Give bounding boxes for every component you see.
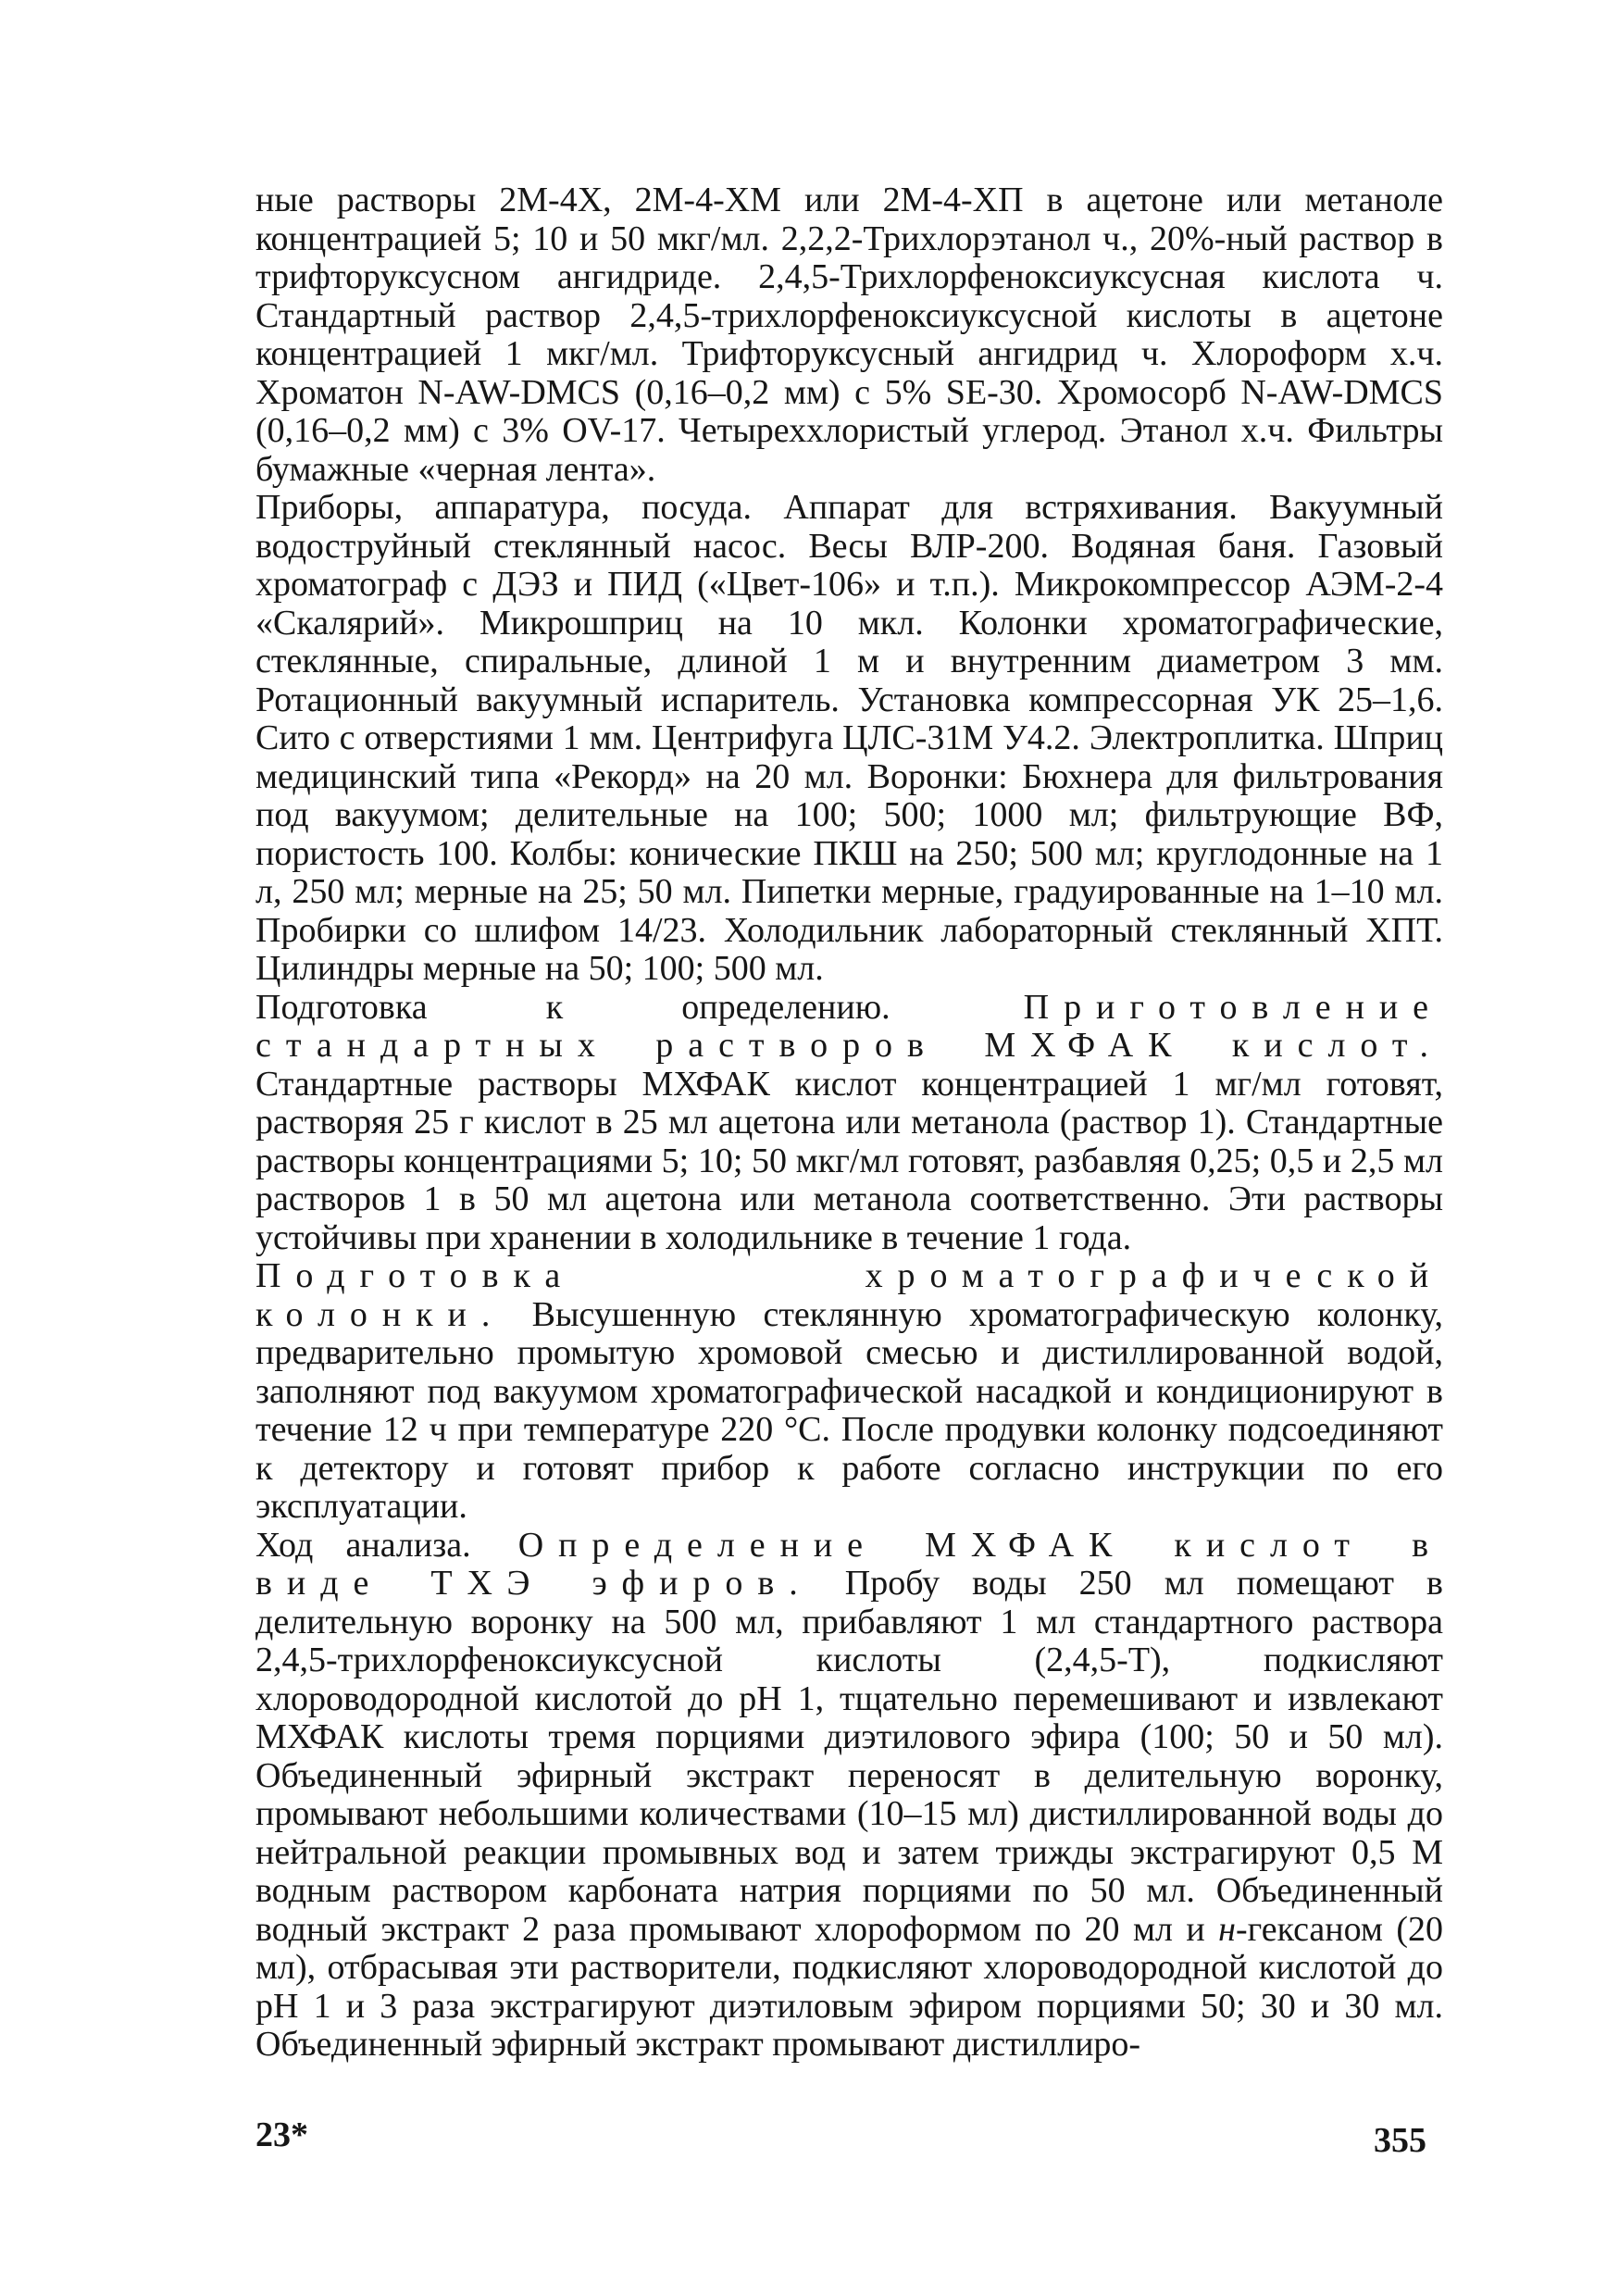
page-number: 355 xyxy=(1374,2121,1426,2160)
paragraph-text: Аппарат для встряхивания. Вакуумный водоструйный стеклянный насос. Весы ВЛР-200. Водяная баня. Газовый хроматограф с ДЭЗ и ПИД («Цвет-106» и т.п.). Микрокомпрессор АЭМ-2-4 «Скалярий». Микрошприц на 10 мкл. Колонки хроматографические, стеклянные, спиральные, длиной 1 м и внутренним диаметром 3 мм. Ротационный вакуумный испаритель. Установка компрессорная УК 25–1,6. Сито с отверстиями 1 мм. Центрифуга ЦЛС-31М У4.2. Электроплитка. Шприц медицинский типа «Рекорд» на 20 мл. Воронки: Бюхнера для фильтрования под вакуумом; делительные на 100; 500; 1000 мл; фильтрующие ВФ, пористость 100. Колбы: конические ПКШ на 250; 500 мл; круглодонные на 1 л, 250 мл; мерные на 25; 50 мл. Пипетки мерные, градуированные на 1–10 мл. Пробирки со шлифом 14/23. Холодильник лабораторный стеклянный ХПТ. Цилиндры мерные на 50; 100; 500 мл. xyxy=(255,488,1444,988)
italic-prefix: н xyxy=(1218,1909,1236,1949)
section-heading-preparation: Подготовка к определению. xyxy=(255,987,890,1027)
paragraph-column-preparation xyxy=(255,1257,1443,1527)
paragraph-analysis xyxy=(255,1527,1443,2065)
section-heading-analysis: Ход анализа. xyxy=(255,1525,471,1565)
page-body xyxy=(255,181,1443,2065)
paragraph-text: Пробу воды 250 мл помещают в делительную воронку на 500 мл, прибавляют 1 мл стандартного раствора 2,4,5-трихлорфеноксиуксусной кислоты (2,4,5-Т), подкисляют хлороводородной кислотой до pH 1, тщательно перемешивают и извлекают МХФАК кислоты тремя порциями диэтилового эфира (100; 50 и 50 мл). Объединенный эфирный экстракт переносят в делительную воронку, промывают небольшими количествами (10–15 мл) дистиллированной воды до нейтральной реакции промывных вод и затем трижды экстрагируют 0,5 М водным раствором карбоната натрия порциями по 50 мл. Объединенный водный экстракт 2 раза промывают хлороформом по 20 мл и xyxy=(255,1564,1443,1949)
paragraph-text-continued: -гексаном (20 мл), отбрасывая эти растворители, подкисляют хлороводородной кислотой до pH 1 и 3 раза экстрагируют диэтиловым эфиром порциями 50; 30 и 30 мл. Объединенный эфирный экстракт промывают дистиллиро- xyxy=(255,1909,1443,2064)
subsection-heading-standard-solutions: Приготовление стандартных растворов МХФАК кислот. xyxy=(255,987,1443,1065)
printer-signature: 23* xyxy=(255,2115,308,2154)
paragraph-text: Высушенную стеклянную хроматографическую колонку, предварительно промытую хромовой смесью и дистиллированной водой, заполняют под вакуумом хроматографической насадкой и кондиционируют в течение 12 ч при температуре 220 °C. После продувки колонку подсоединяют к детектору и готовят прибор к работе согласно инструкции по его эксплуатации. xyxy=(255,1294,1443,1526)
paragraph-equipment xyxy=(255,489,1443,989)
subsection-heading-column: Подготовка хроматографической колонки. xyxy=(255,1256,1443,1334)
paragraph-reagents-continued xyxy=(255,181,1443,489)
paragraph-text: Стандартные растворы МХФАК кислот концентрацией 1 мг/мл готовят, растворяя 25 г кислот в 25 мл ацетона или метанола (раствор 1). Стандартные растворы концентрациями 5; 10; 50 мкг/мл готовят, разбавляя 0,25; 0,5 и 2,5 мл растворов 1 в 50 мл ацетона или метанола соответственно. Эти растворы устойчивы при хранении в холодильнике в течение 1 года. xyxy=(255,1064,1443,1257)
paragraph-text: ные растворы 2М-4Х, 2М-4-ХМ или 2М-4-ХП в ацетоне или метаноле концентрацией 5; 10 и 50 мкг/мл. 2,2,2-Трихлорэтанол ч., 20%-ный раствор в трифторуксусном ангидриде. 2,4,5-Трихлорфеноксиуксусная кислота ч. Стандартный раствор 2,4,5-трихлорфеноксиуксусной кислоты в ацетоне концентрацией 1 мкг/мл. Трифторуксусный ангидрид ч. Хлороформ х.ч. Хроматон N-AW-DMCS (0,16–0,2 мм) с 5% SE-30. Хромосорб N-AW-DMCS (0,16–0,2 мм) с 3% OV-17. Четыреххлористый углерод. Этанол х.ч. Фильтры бумажные «черная лента». xyxy=(255,181,1443,489)
section-heading-equipment: Приборы, аппаратура, посуда. xyxy=(255,488,753,527)
paragraph-preparation xyxy=(255,989,1443,1258)
subsection-heading-determination: Определение МХФАК кислот в виде ТХЭ эфиров. xyxy=(255,1525,1443,1603)
